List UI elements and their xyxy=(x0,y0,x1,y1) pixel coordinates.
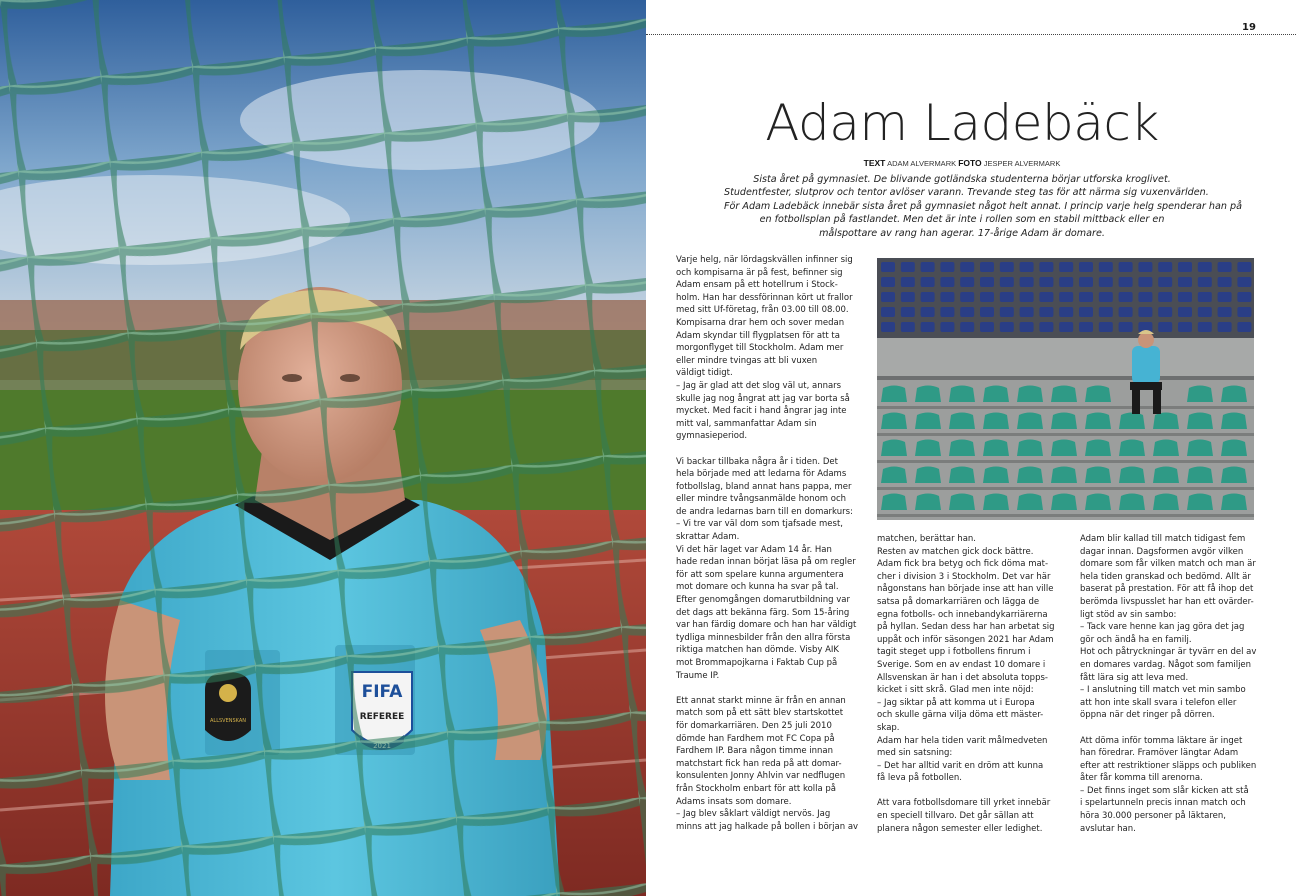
seat-green xyxy=(1119,467,1145,484)
body-text-line: och skulle gärna vilja döma ett mäster- xyxy=(877,710,1044,721)
body-text-line: skulle jag nog ångrat att jag var borta så xyxy=(676,393,850,404)
seat-green xyxy=(881,467,907,484)
body-text-line: baserat på prestation. För att få ihop det xyxy=(1080,584,1254,595)
body-text-line: – Jag är glad att det slog väl ut, annars xyxy=(676,380,842,391)
seat-blue xyxy=(1000,292,1014,302)
seat-blue xyxy=(1119,307,1133,317)
body-text-line: fotbollslag, bland annat hans pappa, mer xyxy=(676,481,852,492)
body-text-line: mot domare och kunna ha svar på tal. xyxy=(676,582,839,593)
seat-blue xyxy=(1218,322,1232,332)
seat-blue xyxy=(960,292,974,302)
seat-green xyxy=(949,467,975,484)
seat-green xyxy=(1051,467,1077,484)
seat-blue xyxy=(940,292,954,302)
body-text-line: han föredrar. Framöver längtar Adam xyxy=(1080,748,1239,759)
seat-blue xyxy=(881,307,895,317)
body-text-line: de andra ledarnas barn till en domarkurs: xyxy=(676,506,853,517)
referee-portrait-photo xyxy=(0,0,646,896)
body-column-1 xyxy=(676,254,859,833)
seat-blue xyxy=(980,262,994,272)
seat-blue xyxy=(940,277,954,287)
seat-blue xyxy=(1079,307,1093,317)
body-text-line: mycket. Med facit i hand ångrar jag inte xyxy=(676,406,847,417)
body-text-line: – Vi tre var väl dom som tjafsade mest, xyxy=(676,519,843,530)
seat-blue xyxy=(901,277,915,287)
body-text-line: tydliga minnesbilder från den allra första xyxy=(676,632,851,643)
seat-blue xyxy=(1079,277,1093,287)
seat-blue xyxy=(1059,292,1073,302)
credit-text-label: TEXT xyxy=(863,158,886,168)
seat-green xyxy=(1119,413,1145,430)
seat-green xyxy=(1085,494,1111,511)
seat-blue xyxy=(901,262,915,272)
seat-blue xyxy=(921,292,935,302)
seat-green xyxy=(983,467,1009,484)
seat-blue xyxy=(1079,322,1093,332)
seat-blue xyxy=(921,262,935,272)
seat-green xyxy=(949,386,975,403)
seat-green xyxy=(915,413,941,430)
body-text-line: från Stockholm enbart för att kolla på xyxy=(676,783,837,794)
seat-blue xyxy=(1059,262,1073,272)
seat-green xyxy=(1187,413,1213,430)
seat-blue xyxy=(1198,262,1212,272)
seat-blue xyxy=(921,322,935,332)
seat-blue xyxy=(1178,322,1192,332)
lead-line: För Adam Ladebäck innebär sista året på gymnasiet något helt annat. I princip varje helg spenderar han på xyxy=(724,200,1242,212)
article-title: Adam Ladebäck xyxy=(765,94,1159,152)
seat-blue xyxy=(1178,292,1192,302)
seat-blue xyxy=(940,307,954,317)
body-text-line: och kompisarna är på fest, befinner sig xyxy=(676,267,843,278)
seat-blue xyxy=(1237,262,1251,272)
seat-blue xyxy=(1000,277,1014,287)
body-text-line: Att döma inför tomma läktare är inget xyxy=(1080,735,1243,746)
seat-blue xyxy=(1237,307,1251,317)
body-text-line: – Tack vare henne kan jag göra det jag xyxy=(1080,622,1245,633)
body-text-line: var han färdig domare och han har väldigt xyxy=(676,620,857,631)
body-text-line: få leva på fotbollen. xyxy=(877,773,962,784)
seat-blue xyxy=(1138,307,1152,317)
body-text-line: eller mindre tvångsanmälde honom och xyxy=(676,494,847,505)
body-text-line: höra 30.000 personer på läktaren, xyxy=(1080,811,1226,822)
seat-blue xyxy=(1039,322,1053,332)
body-text-line xyxy=(1080,722,1260,735)
seat-green xyxy=(915,440,941,457)
body-text-line: Kompisarna drar hem och sover medan xyxy=(676,317,845,328)
body-text-line: mot Brommapojkarna i Faktab Cup på xyxy=(676,658,838,668)
body-text-line: hela började med att ledarna för Adams xyxy=(676,469,847,480)
body-text-line: Varje helg, när lördagskvällen infinner sig xyxy=(676,255,853,265)
seat-green xyxy=(1017,386,1043,403)
body-text-line: riktiga matchen han dömde. Visby AIK xyxy=(676,645,840,656)
seat-blue xyxy=(1059,277,1073,287)
seat-green xyxy=(1187,467,1213,484)
seat-green xyxy=(1153,494,1179,511)
body-text-line: Traume IP. xyxy=(676,670,720,681)
body-text-line: egna fotbolls- och innebandykarriärerna xyxy=(877,609,1048,620)
seat-green xyxy=(1221,413,1247,430)
seat-blue xyxy=(1079,292,1093,302)
seat-blue xyxy=(1237,322,1251,332)
seat-green xyxy=(1085,440,1111,457)
body-text-line: hade redan innan börjat läsa på om regler xyxy=(676,557,856,568)
seat-blue xyxy=(960,322,974,332)
body-text-line: för att som spelare kunna argumentera xyxy=(676,569,844,580)
seat-blue xyxy=(1178,262,1192,272)
seat-blue xyxy=(1039,307,1053,317)
body-text-line: det dags att bekänna färg. Som 15-åring xyxy=(676,607,850,618)
body-text-line: för domarkarriären. Den 25 juli 2010 xyxy=(676,720,832,731)
seat-blue xyxy=(1138,292,1152,302)
seat-green xyxy=(881,440,907,457)
body-text-line: gör och ändå ha en familj. xyxy=(1080,634,1192,645)
seat-blue xyxy=(1218,292,1232,302)
lead-line: målspottare av rang han agerar. 17-årige Adam är domare. xyxy=(819,227,1105,239)
seat-blue xyxy=(1020,307,1034,317)
seat-blue xyxy=(940,262,954,272)
seat-blue xyxy=(921,307,935,317)
seat-blue xyxy=(1138,277,1152,287)
seat-green xyxy=(1187,386,1213,403)
seat-green xyxy=(1153,467,1179,484)
seat-green xyxy=(881,413,907,430)
seat-blue xyxy=(980,292,994,302)
body-text-line: – Det finns inget som slår kicken att stå xyxy=(1080,785,1249,796)
body-text-line xyxy=(877,785,1057,798)
body-text-line: tagit steget upp i fotbollens finrum i xyxy=(877,647,1031,658)
body-text-line: skap. xyxy=(877,722,900,733)
body-text-line: på hyllan. Sedan dess har han arbetat sig xyxy=(877,622,1055,633)
seat-blue xyxy=(960,277,974,287)
body-text-line: skrattar Adam. xyxy=(676,532,740,543)
body-text-line: – Jag siktar på att komma ut i Europa xyxy=(877,697,1035,708)
body-text-line: konsulenten Jonny Ahlvin var nedflugen xyxy=(676,771,846,782)
body-text-line: morgonflyget till Stockholm. Adam mer xyxy=(676,343,844,354)
seat-blue xyxy=(901,322,915,332)
body-text-line xyxy=(676,443,856,456)
body-text-line: holm. Han har dessförinnan kört ut frallor xyxy=(676,292,853,303)
body-text-line: matchen, berättar han. xyxy=(877,534,976,544)
seat-blue xyxy=(980,322,994,332)
body-text-line: eller mindre tvingas att bli vuxen xyxy=(676,355,818,366)
body-text-line: gymnasieperiod. xyxy=(676,431,748,442)
credit-text-author: ADAM ALVERMARK xyxy=(887,159,957,168)
stand-step xyxy=(877,406,1254,409)
seat-green xyxy=(1017,440,1043,457)
seat-green xyxy=(881,494,907,511)
credit-photo-label: FOTO xyxy=(958,158,982,168)
seat-blue xyxy=(1039,292,1053,302)
body-text-line: en domares vardag. Något som familjen xyxy=(1080,659,1252,670)
seat-blue xyxy=(1237,277,1251,287)
seat-green xyxy=(1221,467,1247,484)
body-text-line: Vi backar tillbaka några år i tiden. Det xyxy=(676,456,838,467)
body-text-line: Hot och påtryckningar är tyvärr en del av xyxy=(1080,647,1257,658)
seat-blue xyxy=(1020,322,1034,332)
seat-green xyxy=(1017,467,1043,484)
seat-green xyxy=(949,494,975,511)
body-text-line: match som på ett sätt blev startskottet xyxy=(676,708,844,719)
body-text-line: väldigt tidigt. xyxy=(676,368,733,379)
seat-blue xyxy=(1059,307,1073,317)
seat-blue xyxy=(901,292,915,302)
body-text-line: Allsvenskan är han i det absoluta topps- xyxy=(877,672,1048,683)
seat-blue xyxy=(1158,307,1172,317)
body-text-line: domare som får vilken match och man är xyxy=(1080,559,1256,570)
body-text-line: – I anslutning till match vet min sambo xyxy=(1080,685,1246,696)
seat-blue xyxy=(960,262,974,272)
body-text-line: en speciell tillvaro. Det går sällan att xyxy=(877,811,1034,822)
seat-blue xyxy=(1020,292,1034,302)
body-text-line: i spelartunneln precis innan match och xyxy=(1080,798,1246,809)
seat-blue xyxy=(1119,277,1133,287)
seat-blue xyxy=(1158,262,1172,272)
seat-blue xyxy=(1119,322,1133,332)
seat-blue xyxy=(1178,307,1192,317)
seat-blue xyxy=(1059,322,1073,332)
seat-green xyxy=(1221,440,1247,457)
body-text-line: åter får komma till arenorna. xyxy=(1080,773,1203,784)
body-text-line: ligt stöd av sin sambo: xyxy=(1080,609,1177,620)
body-text-line: – Det har alltid varit en dröm att kunna xyxy=(877,760,1044,771)
seat-blue xyxy=(960,307,974,317)
seat-green xyxy=(949,413,975,430)
seat-green xyxy=(1051,413,1077,430)
stand-step xyxy=(877,514,1254,517)
body-text-line: satsa på domarkarriären och lägga de xyxy=(877,596,1040,607)
seat-blue xyxy=(901,307,915,317)
body-text-line: planera någon semester eller ledighet. xyxy=(877,823,1043,834)
seat-blue xyxy=(1218,307,1232,317)
seat-blue xyxy=(1119,262,1133,272)
body-text-line: uppåt och inför säsongen 2021 har Adam xyxy=(877,634,1054,645)
seat-green xyxy=(983,440,1009,457)
seat-green xyxy=(1119,494,1145,511)
seat-green xyxy=(1085,467,1111,484)
seat-green xyxy=(915,494,941,511)
seat-blue xyxy=(1198,322,1212,332)
seat-blue xyxy=(921,277,935,287)
seat-blue xyxy=(980,307,994,317)
body-text-line: minns att jag halkade på bollen i början av xyxy=(676,821,859,832)
seat-blue xyxy=(1020,277,1034,287)
seat-green xyxy=(983,386,1009,403)
body-text-line: avslutar han. xyxy=(1080,823,1136,834)
seat-green xyxy=(1119,440,1145,457)
page-number: 19 xyxy=(1242,22,1256,33)
article-credits xyxy=(690,158,1234,168)
seat-green xyxy=(1187,494,1213,511)
body-text-line: Resten av matchen gick dock bättre. xyxy=(877,546,1034,557)
seat-green xyxy=(1085,413,1111,430)
body-text-line: mitt val, sammanfattar Adam sin xyxy=(676,418,817,429)
seat-green xyxy=(1051,386,1077,403)
seat-green xyxy=(881,386,907,403)
seat-green xyxy=(1221,494,1247,511)
seat-green xyxy=(1085,386,1111,403)
seat-blue xyxy=(881,262,895,272)
seat-blue xyxy=(1079,262,1093,272)
seat-blue xyxy=(1198,292,1212,302)
seat-blue xyxy=(1218,277,1232,287)
seat-green xyxy=(915,467,941,484)
body-text-line: Adam ensam på ett hotellrum i Stock- xyxy=(676,280,838,291)
body-text-line: Adam fick bra betyg och fick döma mat- xyxy=(877,559,1049,570)
body-text-line: Ett annat starkt minne är från en annan xyxy=(676,695,846,706)
body-column-3 xyxy=(1080,533,1260,835)
seat-green xyxy=(1051,440,1077,457)
seat-blue xyxy=(940,322,954,332)
body-text-line: med sin satsning: xyxy=(877,748,953,759)
seat-blue xyxy=(1000,322,1014,332)
body-text-line: med sitt Uf-företag, från 03.00 till 08.00. xyxy=(676,305,849,316)
body-text-line: Adam skyndar till flygplatsen för att ta xyxy=(676,330,840,341)
body-text-line: Vi det här laget var Adam 14 år. Han xyxy=(676,544,832,555)
seat-green xyxy=(1153,413,1179,430)
seat-blue xyxy=(881,322,895,332)
body-text-line: hela tiden granskad och bedömd. Allt är xyxy=(1080,571,1251,582)
body-text-line: – Jag blev såklart väldigt nervös. Jag xyxy=(676,809,831,820)
body-text-line: matchstart fick han reda på att domar- xyxy=(676,758,842,769)
seat-blue xyxy=(1039,262,1053,272)
seat-green xyxy=(1153,440,1179,457)
seat-green xyxy=(1051,494,1077,511)
stand-step xyxy=(877,460,1254,463)
seat-blue xyxy=(1039,277,1053,287)
seat-green xyxy=(1187,440,1213,457)
seat-blue xyxy=(881,292,895,302)
seat-blue xyxy=(1099,292,1113,302)
seat-blue xyxy=(1237,292,1251,302)
seat-blue xyxy=(1099,322,1113,332)
stand-step xyxy=(877,433,1254,436)
seat-blue xyxy=(1158,292,1172,302)
body-text-line: att hon inte skall svara i telefon eller xyxy=(1080,697,1237,708)
seat-blue xyxy=(1119,292,1133,302)
lead-line: Sista året på gymnasiet. De blivande gotländska studenterna börjar utforska kroglivet. xyxy=(753,174,1171,185)
body-text-line: cher i division 3 i Stockholm. Det var här xyxy=(877,571,1051,582)
seat-blue xyxy=(1198,277,1212,287)
body-text-line: Adams insats som domare. xyxy=(676,796,792,807)
body-text-line: öppna när det ringer på dörren. xyxy=(1080,710,1215,721)
header-divider xyxy=(646,34,1296,35)
body-text-line: efter att restriktioner släpps och publiken xyxy=(1080,760,1257,771)
seat-green xyxy=(949,440,975,457)
seat-blue xyxy=(1099,262,1113,272)
seat-blue xyxy=(1218,262,1232,272)
seat-green xyxy=(983,494,1009,511)
body-text-line: dagar innan. Dagsformen avgör vilken xyxy=(1080,546,1244,557)
body-text-line: kicket i sitt skrå. Glad men inte nöjd: xyxy=(877,685,1034,696)
seat-blue xyxy=(1000,307,1014,317)
seat-blue xyxy=(881,277,895,287)
seat-blue xyxy=(1000,262,1014,272)
body-text-line: Att vara fotbollsdomare till yrket innebär xyxy=(877,798,1051,809)
body-text-line: berömda livspusslet har han ett ovärder- xyxy=(1080,596,1254,607)
seat-blue xyxy=(1158,322,1172,332)
stadium-seats-photo xyxy=(877,258,1254,520)
seat-blue xyxy=(1138,262,1152,272)
seat-blue xyxy=(1178,277,1192,287)
body-text-line: Adam blir kallad till match tidigast fem xyxy=(1080,534,1246,544)
seat-blue xyxy=(1158,277,1172,287)
lead-line: en fotbollsplan på fastlandet. Men det är inte i rollen som en stabil mittback eller en xyxy=(759,214,1165,226)
body-text-line: Efter genomgången domarutbildning var xyxy=(676,595,850,606)
body-text-line: fått lära sig att leva med. xyxy=(1080,672,1189,683)
article-lead xyxy=(724,173,1242,240)
body-column-2 xyxy=(877,533,1057,835)
stand-step xyxy=(877,487,1254,490)
body-text-line: någonstans han började inse att han ville xyxy=(877,584,1054,595)
body-text-line: dömde han Fardhem mot FC Copa på xyxy=(676,733,835,744)
body-text-line xyxy=(676,682,856,695)
seat-green xyxy=(915,386,941,403)
body-text-line: Sverige. Som en av endast 10 domare i xyxy=(877,659,1046,670)
body-text-line: Adam har hela tiden varit målmedveten xyxy=(877,735,1048,746)
seat-green xyxy=(1017,413,1043,430)
seat-blue xyxy=(1099,307,1113,317)
seat-blue xyxy=(1099,277,1113,287)
seat-green xyxy=(1221,386,1247,403)
credit-photo-author: JESPER ALVERMARK xyxy=(983,159,1061,168)
seat-blue xyxy=(1198,307,1212,317)
seat-green xyxy=(983,413,1009,430)
seat-blue xyxy=(980,277,994,287)
seat-green xyxy=(1017,494,1043,511)
lead-line: Studentfester, slutprov och tentor avlöser varann. Trevande steg tas för att närma sig vuxenvärlden. xyxy=(724,187,1209,199)
seat-blue xyxy=(1020,262,1034,272)
body-text-line: Fardhem IP. Bara någon timme innan xyxy=(676,746,834,757)
